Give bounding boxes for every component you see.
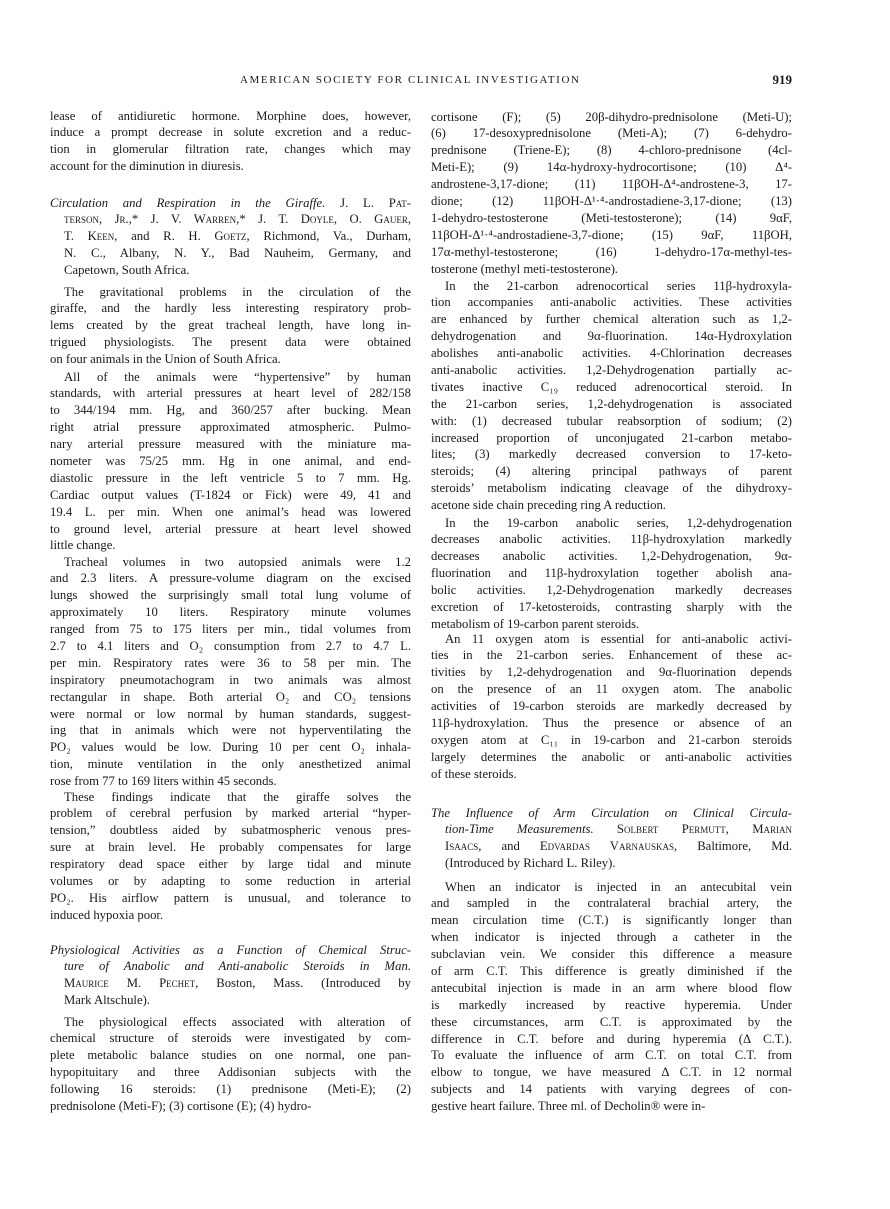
- text-line: nary arterial pressure measured with the miniature ma-: [50, 437, 411, 452]
- text-line: rose from 77 to 169 liters within 45 seconds.: [50, 774, 277, 789]
- text-line: 11βOH-Δ¹·⁴-androstadiene-3,7-dione; (15) 9αF, 11βOH,: [431, 227, 792, 242]
- text-line: [431, 855, 792, 872]
- text-line: rectangular in shape. Both arterial O₂ and CO₂ tensions: [50, 689, 411, 704]
- text-line: approximately 10 liters. Respiratory minute volumes: [50, 605, 411, 620]
- abstract-heading: [431, 805, 792, 873]
- text-line: increased proportion of unconjugated 21-carbon metabo-: [431, 430, 792, 445]
- body-paragraph: [50, 369, 411, 555]
- body-paragraph: [431, 879, 792, 1115]
- text-line: anti-anabolic activities. 1,2-Dehydrogenation partially ac-: [431, 363, 792, 377]
- text-line: nometer was 75/25 mm. Hg in one animal, and end-: [50, 454, 411, 468]
- text-line: 1-dehydro-testosterone (Meti-testosterone); (14) 9αF,: [431, 210, 792, 225]
- abstract-title: The Influence of Arm Circulation on Clinical Circula-: [431, 805, 792, 820]
- text-line: giraffe, and the hardly less interesting respiratory prob-: [50, 301, 411, 316]
- body-paragraph: [431, 278, 792, 514]
- author-names: Isaacs,: [445, 839, 482, 854]
- text-line: standards, with arterial pressures at heart level of 282/158: [50, 386, 411, 401]
- text-line: The gravitational problems in the circulation of the: [64, 284, 411, 299]
- text-line: lungs showed the surprisingly small total lung volume of: [50, 588, 411, 603]
- text-line: androstene-3,17-dione; (11) 11βOH-Δ⁴-androstene-3, 17-: [431, 177, 792, 192]
- abstract-title: tion-Time Measurements.: [445, 822, 594, 837]
- affiliation-text: (Introduced by Richard L. Riley).: [445, 856, 616, 871]
- text-line: tivities by 1,2-dehydrogenation and 9α-fluorination depends: [431, 665, 792, 680]
- text-line: hypopituitary and three Addisonian subjects with the: [50, 1065, 411, 1080]
- text-line: to ground level, arterial pressure at heart level showed: [50, 521, 411, 536]
- text-line: decreases anabolic activities. 11β-hydroxylation markedly: [431, 532, 792, 547]
- text-line: [50, 975, 411, 992]
- page-number: 919: [772, 72, 792, 87]
- text-line: [431, 805, 792, 822]
- text-line: bolic activities. 1,2-Dehydrogenation markedly decreases: [431, 583, 792, 598]
- text-line: of arm C.T. This difference is greatly diminished if the: [431, 964, 792, 978]
- text-line: All of the animals were “hypertensive” by human: [64, 369, 411, 384]
- text-line: is markedly increased by reactive hyperemia. Under: [431, 997, 792, 1012]
- text-line: when indicator is injected through a catheter in the: [431, 930, 792, 945]
- text-line: steroids; (4) altering principal pathways of parent: [431, 464, 792, 479]
- text-line: sure at brain level. He probably compensates for large: [50, 840, 411, 855]
- author-names: T. Keen,: [64, 229, 118, 244]
- text-line: prednisolone (Meti-F); (3) cortisone (E); (4) hydro-: [50, 1099, 312, 1113]
- text-line: are enhanced by further chemical alteration such as 1,2-: [431, 312, 792, 327]
- author-names: Maurice M. Pechet,: [64, 976, 199, 991]
- text-line: problem of cerebral perfusion by marked arterial “hyper-: [50, 806, 411, 821]
- text-line: following 16 steroids: (1) prednisone (Meti-E); (2): [50, 1082, 411, 1097]
- author-names: J. L. Pat-: [325, 195, 412, 210]
- text-line: acetone side chain preceding ring A reduction.: [431, 498, 666, 513]
- text-line: 11β-hydroxylation. Thus the presence or absence of an: [431, 716, 792, 730]
- text-line: subjects and 14 patients with varying degrees of con-: [431, 1082, 792, 1097]
- text-line: ranged from 75 to 175 liters per min., tidal volumes from: [50, 622, 411, 637]
- body-paragraph: [50, 284, 411, 368]
- text-line: These findings indicate that the giraffe solves the: [64, 789, 411, 804]
- text-line: and 2.3 liters. A pressure-volume diagram on the excised: [50, 571, 411, 586]
- text-line: these circumstances, arm C.T. is approximated by the: [431, 1014, 792, 1029]
- body-paragraph: [50, 1014, 411, 1115]
- affiliation-text: Baltimore, Md.: [677, 839, 792, 854]
- text-line: prednisone (Triene-E); (8) 4-chloro-prednisone (4cl-: [431, 143, 792, 158]
- text-line: inspiratory pneumotachogram in two animals was almost: [50, 672, 411, 687]
- text-line: tion accompanies anti-anabolic activities. These activities: [431, 295, 792, 310]
- text-line: In the 19-carbon anabolic series, 1,2-dehydrogenation: [445, 515, 792, 530]
- body-paragraph: [50, 554, 411, 790]
- text-line: [50, 958, 411, 975]
- text-line: largely determines the anabolic or anti-anabolic activities: [431, 749, 792, 764]
- text-line: tension,” doubtless aided by subatmospheric venous pres-: [50, 823, 411, 838]
- text-line: tosterone (methyl meti-testosterone).: [431, 261, 619, 276]
- text-line: [431, 838, 792, 855]
- text-line: gestive heart failure. Three ml. of Decholin® were in-: [431, 1099, 706, 1114]
- body-paragraph: [431, 631, 792, 783]
- text-line: 2.7 to 4.1 liters and O₂ consumption from 2.7 to 4.7 L.: [50, 639, 411, 653]
- text-line: subclavian vein. We consider this difference a measure: [431, 947, 792, 962]
- text-line: tion, minute ventilation in the only anesthetized animal: [50, 757, 411, 772]
- affiliation-text: and: [481, 839, 540, 854]
- text-line: oxygen atom at C₁₁ in 19-carbon and 21-carbon steroids: [431, 732, 792, 747]
- text-line: were normal or low normal by human standards, suggest-: [50, 706, 411, 721]
- affiliation-text: [594, 822, 617, 836]
- text-line: trigued physiologists. The present data were obtained: [50, 335, 411, 350]
- text-line: PO₂. His airflow pattern is unusual, and tolerance to: [50, 890, 411, 905]
- text-line: [50, 942, 411, 959]
- text-line: chemical structure of steroids were investigated by com-: [50, 1031, 411, 1046]
- text-line: [50, 992, 411, 1009]
- text-line: fluorination and 11β-hydroxylation together abolish ana-: [431, 566, 792, 581]
- text-line: [50, 195, 411, 212]
- text-line: dione; (12) 11βOH-Δ¹·⁴-androstadiene-3,17-dione; (13): [431, 194, 792, 208]
- text-line: respiratory dead space either by large tidal and minute: [50, 857, 411, 872]
- text-line: plete metabolic balance studies on one normal, one pan-: [50, 1048, 411, 1063]
- text-line: mean circulation time (C.T.) is significantly longer than: [431, 913, 792, 928]
- text-line: decreases anabolic activities. 1,2-Dehydrogenation, 9α-: [431, 549, 792, 564]
- text-line: [50, 262, 411, 279]
- abstract-title: ture of Anabolic and Anti-anabolic Steroids in Man.: [64, 959, 411, 974]
- text-line: right atrial pressure approximated atmospheric. Pulmo-: [50, 420, 411, 435]
- text-line: Tracheal volumes in two autopsied animals were 1.2: [64, 554, 411, 569]
- text-line: activities of 19-carbon steroids are markedly decreased by: [431, 699, 792, 714]
- text-line: ties in the 21-carbon series. Enhancement of these ac-: [431, 648, 792, 663]
- body-paragraph: [431, 109, 792, 278]
- text-line: antecubital injection is made in an arm where blood flow: [431, 980, 792, 995]
- author-names: Edvardas Varnauskas,: [539, 839, 678, 854]
- text-line: To evaluate the influence of arm C.T. on total C.T. from: [431, 1048, 792, 1063]
- text-line: tivates inactive C₁₉ reduced adrenocortical steroid. In: [431, 379, 792, 394]
- author-names: R. H. Goetz,: [163, 229, 250, 244]
- affiliation-text: Mark Altschule).: [64, 993, 150, 1008]
- text-line: account for the diminution in diuresis.: [50, 159, 244, 174]
- text-line: diastolic pressure in the left ventricle 5 to 7 mm. Hg.: [50, 470, 411, 485]
- text-line: ing that in animals which were not hyperventilating the: [50, 723, 411, 738]
- author-names: terson, Jr.,* J. V. Warren,* J. T. Doyle, O. Gauer,: [64, 212, 411, 227]
- text-line: (6) 17-desoxyprednisolone (Meti-A); (7) 6-dehydro-: [431, 126, 792, 141]
- body-paragraph: [50, 789, 411, 924]
- text-line: cortisone (F); (5) 20β-dihydro-prednisolone (Meti-U);: [431, 109, 792, 124]
- text-line: of these steroids.: [431, 766, 517, 781]
- affiliation-text: N. C., Albany, N. Y., Bad Nauheim, Germany, and: [64, 246, 411, 261]
- text-line: on the presence of an 11 oxygen atom. The anabolic: [431, 682, 792, 697]
- text-line: In the 21-carbon adrenocortical series 11β-hydroxyla-: [445, 278, 792, 293]
- text-line: [50, 211, 411, 228]
- text-line: metabolism of 19-carbon parent steroids.: [431, 616, 640, 631]
- text-line: lites; (3) markedly decreased conversion to 17-keto-: [431, 447, 792, 462]
- text-line: tion in glomerular filtration rate, changes which may: [50, 142, 411, 157]
- text-line: 17α-methyl-testosterone; (16) 1-dehydro-17α-methyl-tes-: [431, 244, 792, 259]
- abstract-title: Physiological Activities as a Function of Chemical Struc-: [50, 942, 411, 957]
- affiliation-text: Richmond, Va., Durham,: [249, 229, 411, 244]
- text-line: lems created by the great tracheal length, have long in-: [50, 318, 411, 333]
- text-line: induced hypoxia poor.: [50, 907, 164, 922]
- text-line: excretion of 17-ketosteroids, contrasting sharply with the: [431, 600, 792, 614]
- abstract-title: Circulation and Respiration in the Giraffe.: [50, 195, 326, 210]
- text-line: elbow to tongue, we have measured Δ C.T. in 12 normal: [431, 1065, 792, 1080]
- text-line: with: (1) decreased tubular reabsorption of sodium; (2): [431, 413, 792, 428]
- text-line: dehydrogenation and 9α-fluorination. 14α-Hydroxylation: [431, 329, 792, 344]
- text-line: When an indicator is injected in an antecubital vein: [445, 879, 792, 894]
- text-line: An 11 oxygen atom is essential for anti-anabolic activi-: [445, 631, 792, 646]
- body-paragraph: [50, 108, 411, 176]
- text-line: Cardiac output values (T-1824 or Fick) were 49, 41 and: [50, 487, 411, 502]
- text-line: [50, 245, 411, 262]
- text-line: per min. Respiratory rates were 36 to 58 per min. The: [50, 655, 411, 670]
- text-line: difference in C.T. before and during hyperemia (Δ C.T.).: [431, 1031, 792, 1046]
- text-line: [50, 228, 411, 245]
- text-line: to 344/194 mm. Hg, and 360/257 after bucking. Mean: [50, 403, 411, 418]
- running-title: AMERICAN SOCIETY FOR CLINICAL INVESTIGATION: [240, 74, 581, 86]
- text-line: PO₂ values would be low. During 10 per cent O₂ inhala-: [50, 740, 411, 755]
- affiliation-text: and: [117, 229, 164, 244]
- text-line: steroids’ metabolism indicating cleavage of the dihydroxy-: [431, 481, 792, 496]
- affiliation-text: Boston, Mass. (Introduced by: [198, 976, 411, 991]
- text-line: and sampled in the contralateral brachial artery, the: [431, 896, 792, 911]
- abstract-heading: [50, 942, 411, 1010]
- text-line: lease of antidiuretic hormone. Morphine does, however,: [50, 108, 411, 123]
- abstract-heading: [50, 195, 411, 279]
- text-line: 19.4 L. per min. When one animal’s head was lowered: [50, 504, 411, 519]
- text-line: Meti-E); (9) 14α-hydroxy-hydrocortisone; (10) Δ⁴-: [431, 160, 792, 175]
- text-line: [431, 821, 792, 838]
- text-line: volumes or by adapting to some reduction in arterial: [50, 874, 411, 888]
- text-line: little change.: [50, 538, 116, 553]
- author-names: Solbert Permutt, Marian: [616, 822, 792, 837]
- affiliation-text: Capetown, South Africa.: [64, 263, 190, 278]
- text-line: abolishes anti-anabolic activities. 4-Chlorination decreases: [431, 346, 792, 361]
- text-line: the 21-carbon series, 1,2-dehydrogenation is associated: [431, 396, 792, 411]
- text-line: induce a prompt decrease in solute excretion and a reduc-: [50, 125, 411, 140]
- body-paragraph: [431, 515, 792, 633]
- text-line: on four animals in the Union of South Africa.: [50, 352, 281, 367]
- text-line: The physiological effects associated with alteration of: [64, 1014, 411, 1029]
